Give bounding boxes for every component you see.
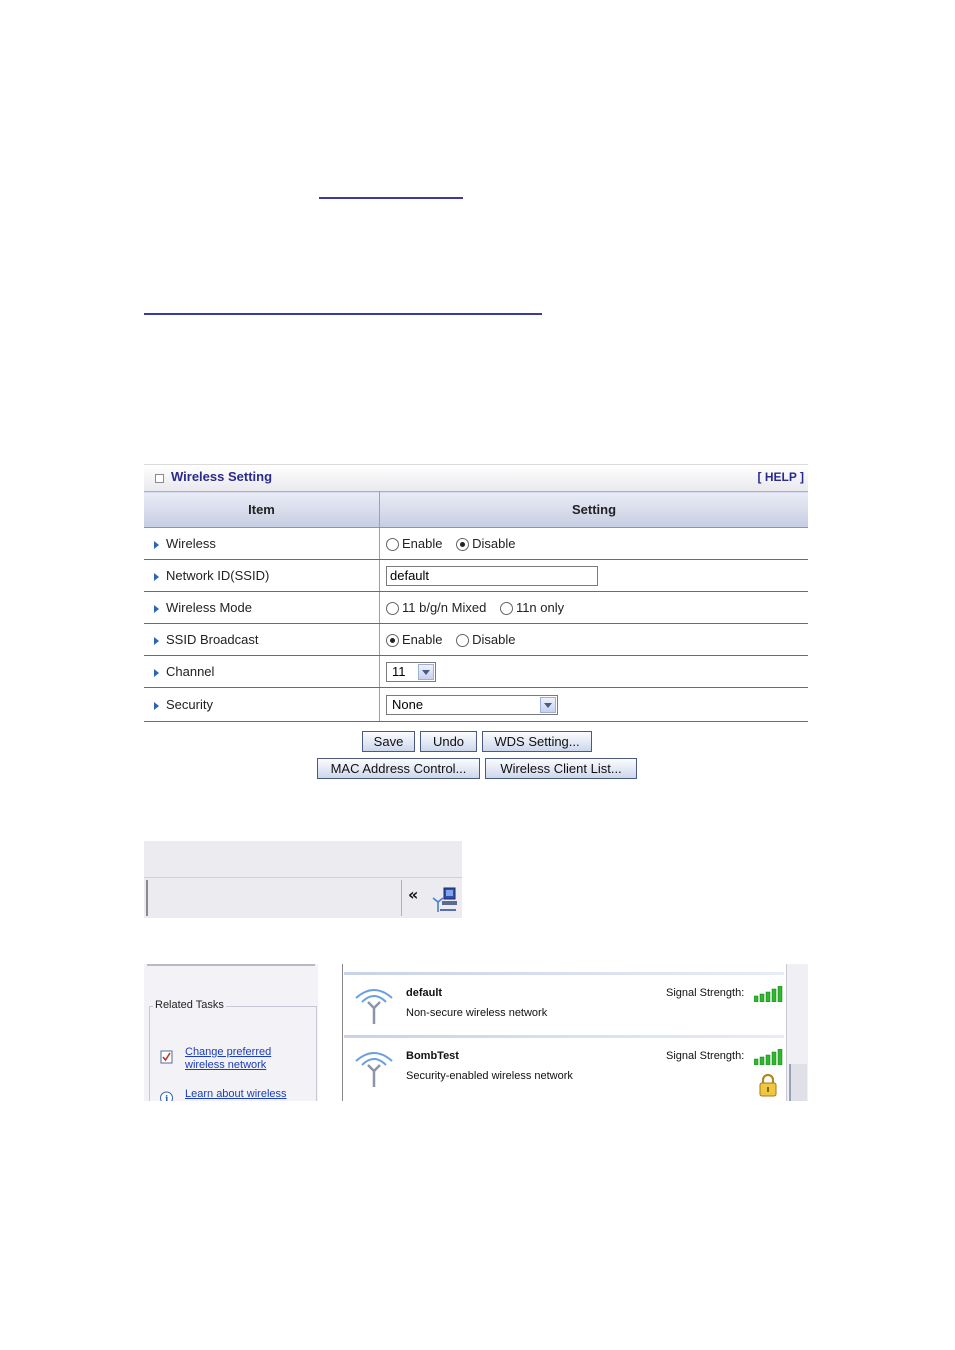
panel-title: Wireless Setting xyxy=(171,469,273,484)
wireless-disable-radio[interactable] xyxy=(456,536,515,551)
wireless-enable-radio[interactable] xyxy=(386,536,442,551)
row-channel xyxy=(144,656,808,688)
row-ssid-broadcast xyxy=(144,624,808,656)
radio-icon[interactable] xyxy=(386,602,399,615)
arrow-icon xyxy=(154,605,159,613)
wireless-antenna-icon xyxy=(352,1047,396,1087)
pane-divider xyxy=(147,964,315,966)
network-name: BombTest xyxy=(406,1050,459,1062)
change-preferred-link-line1[interactable]: Change preferred xyxy=(185,1046,272,1058)
network-description: Non-secure wireless network xyxy=(406,1007,548,1019)
arrow-icon xyxy=(154,702,159,710)
wireless-client-list-button[interactable]: Wireless Client List... xyxy=(485,758,637,779)
scrollbar-thumb[interactable] xyxy=(789,1064,807,1101)
preferred-network-icon[interactable] xyxy=(160,1050,173,1064)
signal-strength-label: Signal Strength: xyxy=(666,1050,745,1062)
taskbar-tray xyxy=(144,841,462,917)
row-label: Security xyxy=(166,697,213,712)
wireless-setting-panel xyxy=(144,464,808,722)
network-item-bombtest[interactable] xyxy=(344,1035,784,1095)
scrollbar[interactable] xyxy=(786,964,808,1101)
wireless-network-icon[interactable] xyxy=(430,886,458,914)
row-security xyxy=(144,688,808,722)
select-value: None xyxy=(392,696,424,712)
mode-mixed-radio[interactable] xyxy=(386,600,486,615)
settings-table xyxy=(144,491,808,722)
chevron-down-icon[interactable] xyxy=(418,664,434,680)
tray-separator xyxy=(401,880,402,916)
info-icon[interactable] xyxy=(160,1091,173,1105)
option-label: Disable xyxy=(472,631,516,647)
network-item-default[interactable] xyxy=(344,972,784,1032)
row-wireless xyxy=(144,528,808,560)
change-preferred-link-line2[interactable]: wireless network xyxy=(185,1059,267,1071)
tray-edge xyxy=(146,880,148,916)
row-label: Channel xyxy=(166,664,215,679)
row-separator xyxy=(344,1035,784,1038)
signal-bars-icon xyxy=(754,986,784,1002)
security-select[interactable] xyxy=(386,695,558,715)
undo-button[interactable]: Undo xyxy=(420,731,477,752)
select-value: 11 xyxy=(392,663,406,679)
network-description: Security-enabled wireless network xyxy=(406,1070,573,1082)
mac-address-control-button[interactable]: MAC Address Control... xyxy=(317,758,480,779)
arrow-icon xyxy=(154,669,159,677)
related-tasks-title: Related Tasks xyxy=(155,999,224,1011)
arrow-icon xyxy=(154,637,159,645)
row-label: SSID Broadcast xyxy=(166,632,259,647)
help-link[interactable]: [ HELP ] xyxy=(757,470,804,484)
wds-setting-button[interactable]: WDS Setting... xyxy=(482,731,592,752)
option-label: Disable xyxy=(472,535,516,551)
radio-icon[interactable] xyxy=(500,602,513,615)
save-button[interactable]: Save xyxy=(362,731,415,752)
row-separator xyxy=(344,972,784,975)
wireless-antenna-icon xyxy=(352,984,396,1024)
svg-text:i: i xyxy=(165,1095,169,1105)
channel-select[interactable] xyxy=(386,662,436,682)
ssid-input[interactable] xyxy=(386,566,598,586)
broadcast-disable-radio[interactable] xyxy=(456,632,515,647)
column-header-setting: Setting xyxy=(380,492,809,528)
radio-selected-icon[interactable] xyxy=(386,634,399,647)
option-label: 11n only xyxy=(515,599,565,615)
arrow-icon xyxy=(154,573,159,581)
lock-icon xyxy=(758,1073,778,1097)
network-list xyxy=(344,964,784,1101)
row-label: Wireless xyxy=(166,536,216,551)
bullet-box-icon xyxy=(155,474,164,483)
row-label: Wireless Mode xyxy=(166,600,252,615)
row-ssid xyxy=(144,560,808,592)
panel-header xyxy=(144,464,808,491)
underline-link-2[interactable] xyxy=(144,313,542,315)
row-label: Network ID(SSID) xyxy=(166,568,270,583)
signal-bars-icon xyxy=(754,1049,784,1065)
radio-selected-icon[interactable] xyxy=(456,538,469,551)
wireless-network-window xyxy=(144,964,808,1105)
broadcast-enable-radio[interactable] xyxy=(386,632,442,647)
chevron-down-icon[interactable] xyxy=(540,697,556,713)
row-wireless-mode xyxy=(144,592,808,624)
mode-11n-radio[interactable] xyxy=(500,600,564,615)
column-header-item: Item xyxy=(144,492,380,528)
radio-icon[interactable] xyxy=(386,538,399,551)
radio-icon[interactable] xyxy=(456,634,469,647)
learn-about-wireless-link[interactable]: Learn about wireless xyxy=(185,1088,287,1100)
option-label: Enable xyxy=(402,535,443,551)
option-label: 11 b/g/n Mixed xyxy=(402,599,487,615)
option-label: Enable xyxy=(402,631,443,647)
pane-gap xyxy=(318,964,343,1101)
expand-chevron-icon[interactable]: « xyxy=(408,885,419,904)
network-name: default xyxy=(406,987,443,999)
underline-link-1[interactable] xyxy=(319,197,463,199)
task-pane xyxy=(144,964,319,1105)
tray-bar xyxy=(144,877,462,918)
signal-strength-label: Signal Strength: xyxy=(666,987,745,999)
arrow-icon xyxy=(154,541,159,549)
